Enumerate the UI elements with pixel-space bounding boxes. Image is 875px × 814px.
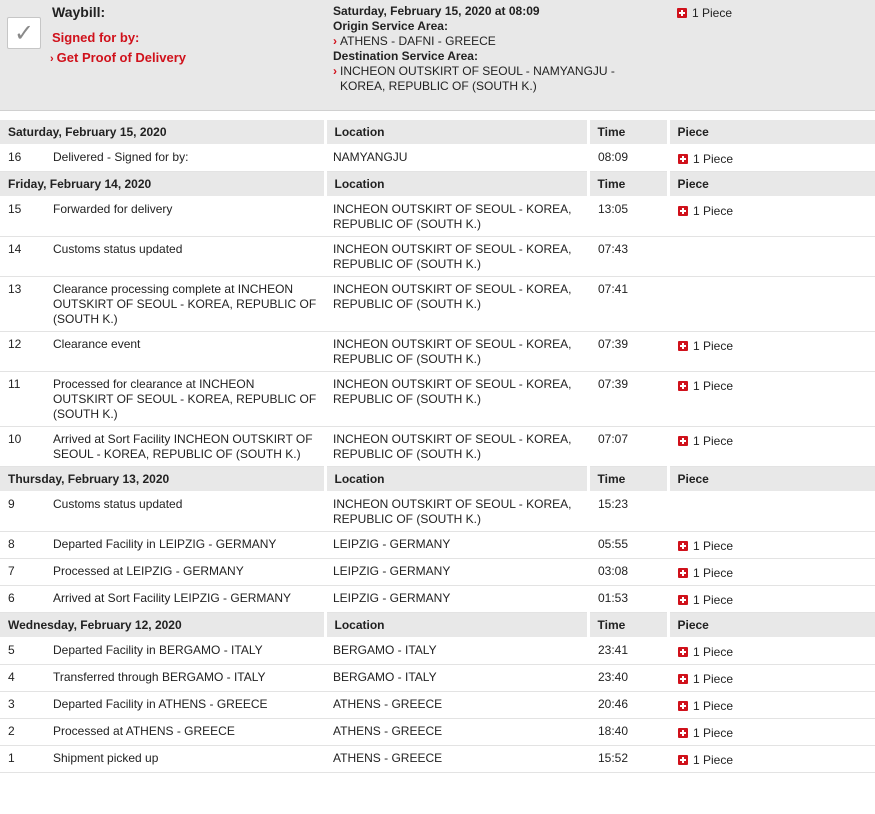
event-location: NAMYANGJU: [325, 145, 588, 172]
event-description: Clearance processing complete at INCHEON OUTSKIRT OF SEOUL - KOREA, REPUBLIC OF (SOUTH K.): [45, 277, 325, 332]
piece-text: 1 Piece: [693, 645, 734, 659]
plus-icon: [678, 381, 688, 391]
event-piece: [668, 197, 875, 237]
shipment-info: [333, 4, 653, 94]
piece-link[interactable]: [678, 699, 733, 713]
event-description: Arrived at Sort Facility INCHEON OUTSKIRT OF SEOUL - KOREA, REPUBLIC OF (SOUTH K.): [45, 427, 325, 467]
plus-icon: [678, 206, 688, 216]
plus-icon: [678, 541, 688, 551]
day-date: Wednesday, February 12, 2020: [0, 613, 325, 638]
event-piece: [668, 237, 875, 277]
event-time: 23:40: [588, 665, 668, 692]
column-header-piece: Piece: [668, 120, 875, 145]
event-location: ATHENS - GREECE: [325, 692, 588, 719]
event-piece: [668, 145, 875, 172]
column-header-location: Location: [325, 172, 588, 197]
plus-icon: [678, 647, 688, 657]
summary-piece-link[interactable]: [677, 6, 732, 20]
event-time: 07:39: [588, 332, 668, 372]
column-header-piece: Piece: [668, 613, 875, 638]
destination-value: [333, 64, 653, 94]
event-piece: [668, 277, 875, 332]
event-row: [0, 197, 875, 237]
piece-text: 1 Piece: [693, 566, 734, 580]
piece-link[interactable]: [678, 726, 733, 740]
event-number: 2: [0, 719, 45, 746]
event-location: ATHENS - GREECE: [325, 746, 588, 773]
day-date: Saturday, February 15, 2020: [0, 120, 325, 145]
event-number: 6: [0, 586, 45, 613]
piece-link[interactable]: [678, 434, 733, 448]
event-row: [0, 719, 875, 746]
event-time: 15:52: [588, 746, 668, 773]
event-number: 8: [0, 532, 45, 559]
event-time: 13:05: [588, 197, 668, 237]
event-description: Departed Facility in BERGAMO - ITALY: [45, 638, 325, 665]
event-time: 07:41: [588, 277, 668, 332]
event-piece: [668, 427, 875, 467]
event-row: [0, 427, 875, 467]
event-description: Arrived at Sort Facility LEIPZIG - GERMANY: [45, 586, 325, 613]
day-date: Friday, February 14, 2020: [0, 172, 325, 197]
chevron-right-icon: ›: [333, 34, 337, 48]
event-description: Departed Facility in LEIPZIG - GERMANY: [45, 532, 325, 559]
event-description: Forwarded for delivery: [45, 197, 325, 237]
piece-text: 1 Piece: [693, 152, 734, 166]
piece-link[interactable]: [678, 339, 733, 353]
piece-text: 1 Piece: [693, 726, 734, 740]
plus-icon: [678, 755, 688, 765]
destination-label: Destination Service Area:: [333, 49, 478, 63]
tracking-history-body: [0, 120, 875, 773]
event-description: Clearance event: [45, 332, 325, 372]
chevron-right-icon: ›: [50, 53, 54, 65]
event-location: INCHEON OUTSKIRT OF SEOUL - KOREA, REPUBLIC OF (SOUTH K.): [325, 277, 588, 332]
event-location: INCHEON OUTSKIRT OF SEOUL - KOREA, REPUBLIC OF (SOUTH K.): [325, 237, 588, 277]
plus-icon: [678, 154, 688, 164]
event-piece: [668, 372, 875, 427]
column-header-location: Location: [325, 120, 588, 145]
event-number: 16: [0, 145, 45, 172]
event-location: INCHEON OUTSKIRT OF SEOUL - KOREA, REPUBLIC OF (SOUTH K.): [325, 332, 588, 372]
piece-link[interactable]: [678, 204, 733, 218]
event-location: BERGAMO - ITALY: [325, 638, 588, 665]
piece-text: 1 Piece: [693, 593, 734, 607]
event-location: INCHEON OUTSKIRT OF SEOUL - KOREA, REPUBLIC OF (SOUTH K.): [325, 372, 588, 427]
event-time: 03:08: [588, 559, 668, 586]
event-description: Processed at LEIPZIG - GERMANY: [45, 559, 325, 586]
origin-value-text: ATHENS - DAFNI - GREECE: [340, 34, 496, 48]
event-row: [0, 532, 875, 559]
waybill-label: Waybill:: [52, 4, 106, 20]
event-time: 20:46: [588, 692, 668, 719]
origin-label: Origin Service Area:: [333, 19, 448, 33]
event-piece: [668, 638, 875, 665]
column-header-time: Time: [588, 613, 668, 638]
event-location: ATHENS - GREECE: [325, 719, 588, 746]
event-number: 13: [0, 277, 45, 332]
day-header-row: [0, 172, 875, 197]
chevron-right-icon: ›: [333, 64, 337, 78]
event-row: [0, 237, 875, 277]
event-row: [0, 692, 875, 719]
summary-piece-text: 1 Piece: [692, 6, 733, 20]
event-row: [0, 332, 875, 372]
event-piece: [668, 559, 875, 586]
event-number: 11: [0, 372, 45, 427]
delivered-checkbox: [7, 17, 41, 49]
signed-for-label: Signed for by:: [52, 30, 140, 45]
piece-link[interactable]: [678, 593, 733, 607]
event-time: 08:09: [588, 145, 668, 172]
event-number: 12: [0, 332, 45, 372]
event-number: 3: [0, 692, 45, 719]
piece-link[interactable]: [678, 539, 733, 553]
destination-value-text: INCHEON OUTSKIRT OF SEOUL - NAMYANGJU - KOREA, REPUBLIC OF (SOUTH K.): [340, 64, 615, 93]
event-piece: [668, 692, 875, 719]
event-piece: [668, 492, 875, 532]
event-location: INCHEON OUTSKIRT OF SEOUL - KOREA, REPUBLIC OF (SOUTH K.): [325, 492, 588, 532]
event-description: Processed for clearance at INCHEON OUTSKIRT OF SEOUL - KOREA, REPUBLIC OF (SOUTH K.): [45, 372, 325, 427]
event-row: [0, 277, 875, 332]
event-number: 15: [0, 197, 45, 237]
event-description: Processed at ATHENS - GREECE: [45, 719, 325, 746]
piece-text: 1 Piece: [693, 672, 734, 686]
event-description: Shipment picked up: [45, 746, 325, 773]
event-location: INCHEON OUTSKIRT OF SEOUL - KOREA, REPUBLIC OF (SOUTH K.): [325, 197, 588, 237]
piece-text: 1 Piece: [693, 753, 734, 767]
piece-link[interactable]: [678, 152, 733, 166]
proof-of-delivery-text: Get Proof of Delivery: [56, 50, 186, 65]
event-piece: [668, 586, 875, 613]
event-number: 14: [0, 237, 45, 277]
event-time: 23:41: [588, 638, 668, 665]
event-description: Customs status updated: [45, 237, 325, 277]
event-description: Transferred through BERGAMO - ITALY: [45, 665, 325, 692]
piece-link[interactable]: [678, 753, 733, 767]
event-number: 5: [0, 638, 45, 665]
event-number: 7: [0, 559, 45, 586]
event-location: LEIPZIG - GERMANY: [325, 559, 588, 586]
piece-text: 1 Piece: [693, 379, 734, 393]
event-row: [0, 372, 875, 427]
event-time: 15:23: [588, 492, 668, 532]
day-header-row: [0, 467, 875, 492]
day-header-row: [0, 613, 875, 638]
event-piece: [668, 332, 875, 372]
day-header-row: [0, 120, 875, 145]
piece-text: 1 Piece: [693, 539, 734, 553]
event-location: LEIPZIG - GERMANY: [325, 586, 588, 613]
column-header-location: Location: [325, 613, 588, 638]
plus-icon: [678, 728, 688, 738]
checkmark-icon: ✓: [14, 19, 35, 47]
event-number: 9: [0, 492, 45, 532]
event-time: 18:40: [588, 719, 668, 746]
plus-icon: [678, 436, 688, 446]
tracking-history-table: [0, 120, 875, 773]
piece-link[interactable]: [678, 379, 733, 393]
event-row: [0, 145, 875, 172]
day-date: Thursday, February 13, 2020: [0, 467, 325, 492]
plus-icon: [678, 341, 688, 351]
plus-icon: [678, 674, 688, 684]
column-header-time: Time: [588, 467, 668, 492]
column-header-location: Location: [325, 467, 588, 492]
piece-link[interactable]: [678, 645, 733, 659]
event-description: Departed Facility in ATHENS - GREECE: [45, 692, 325, 719]
event-row: [0, 665, 875, 692]
piece-text: 1 Piece: [693, 699, 734, 713]
shipment-summary: [0, 0, 875, 111]
delivery-datetime: Saturday, February 15, 2020 at 08:09: [333, 4, 540, 18]
plus-icon: [677, 8, 687, 18]
column-header-piece: Piece: [668, 172, 875, 197]
event-time: 07:39: [588, 372, 668, 427]
event-row: [0, 492, 875, 532]
piece-link[interactable]: [678, 672, 733, 686]
event-location: INCHEON OUTSKIRT OF SEOUL - KOREA, REPUBLIC OF (SOUTH K.): [325, 427, 588, 467]
piece-text: 1 Piece: [693, 434, 734, 448]
plus-icon: [678, 595, 688, 605]
event-location: LEIPZIG - GERMANY: [325, 532, 588, 559]
piece-text: 1 Piece: [693, 339, 734, 353]
event-description: Delivered - Signed for by:: [45, 145, 325, 172]
event-row: [0, 586, 875, 613]
event-time: 07:43: [588, 237, 668, 277]
piece-link[interactable]: [678, 566, 733, 580]
event-piece: [668, 532, 875, 559]
event-piece: [668, 746, 875, 773]
event-description: Customs status updated: [45, 492, 325, 532]
event-row: [0, 559, 875, 586]
column-header-time: Time: [588, 120, 668, 145]
event-row: [0, 746, 875, 773]
event-location: BERGAMO - ITALY: [325, 665, 588, 692]
event-piece: [668, 665, 875, 692]
event-number: 1: [0, 746, 45, 773]
column-header-piece: Piece: [668, 467, 875, 492]
event-time: 07:07: [588, 427, 668, 467]
event-time: 05:55: [588, 532, 668, 559]
event-number: 4: [0, 665, 45, 692]
proof-of-delivery-link[interactable]: [50, 50, 186, 65]
origin-value: [333, 34, 653, 49]
column-header-time: Time: [588, 172, 668, 197]
piece-text: 1 Piece: [693, 204, 734, 218]
event-piece: [668, 719, 875, 746]
event-number: 10: [0, 427, 45, 467]
event-time: 01:53: [588, 586, 668, 613]
plus-icon: [678, 701, 688, 711]
event-row: [0, 638, 875, 665]
plus-icon: [678, 568, 688, 578]
